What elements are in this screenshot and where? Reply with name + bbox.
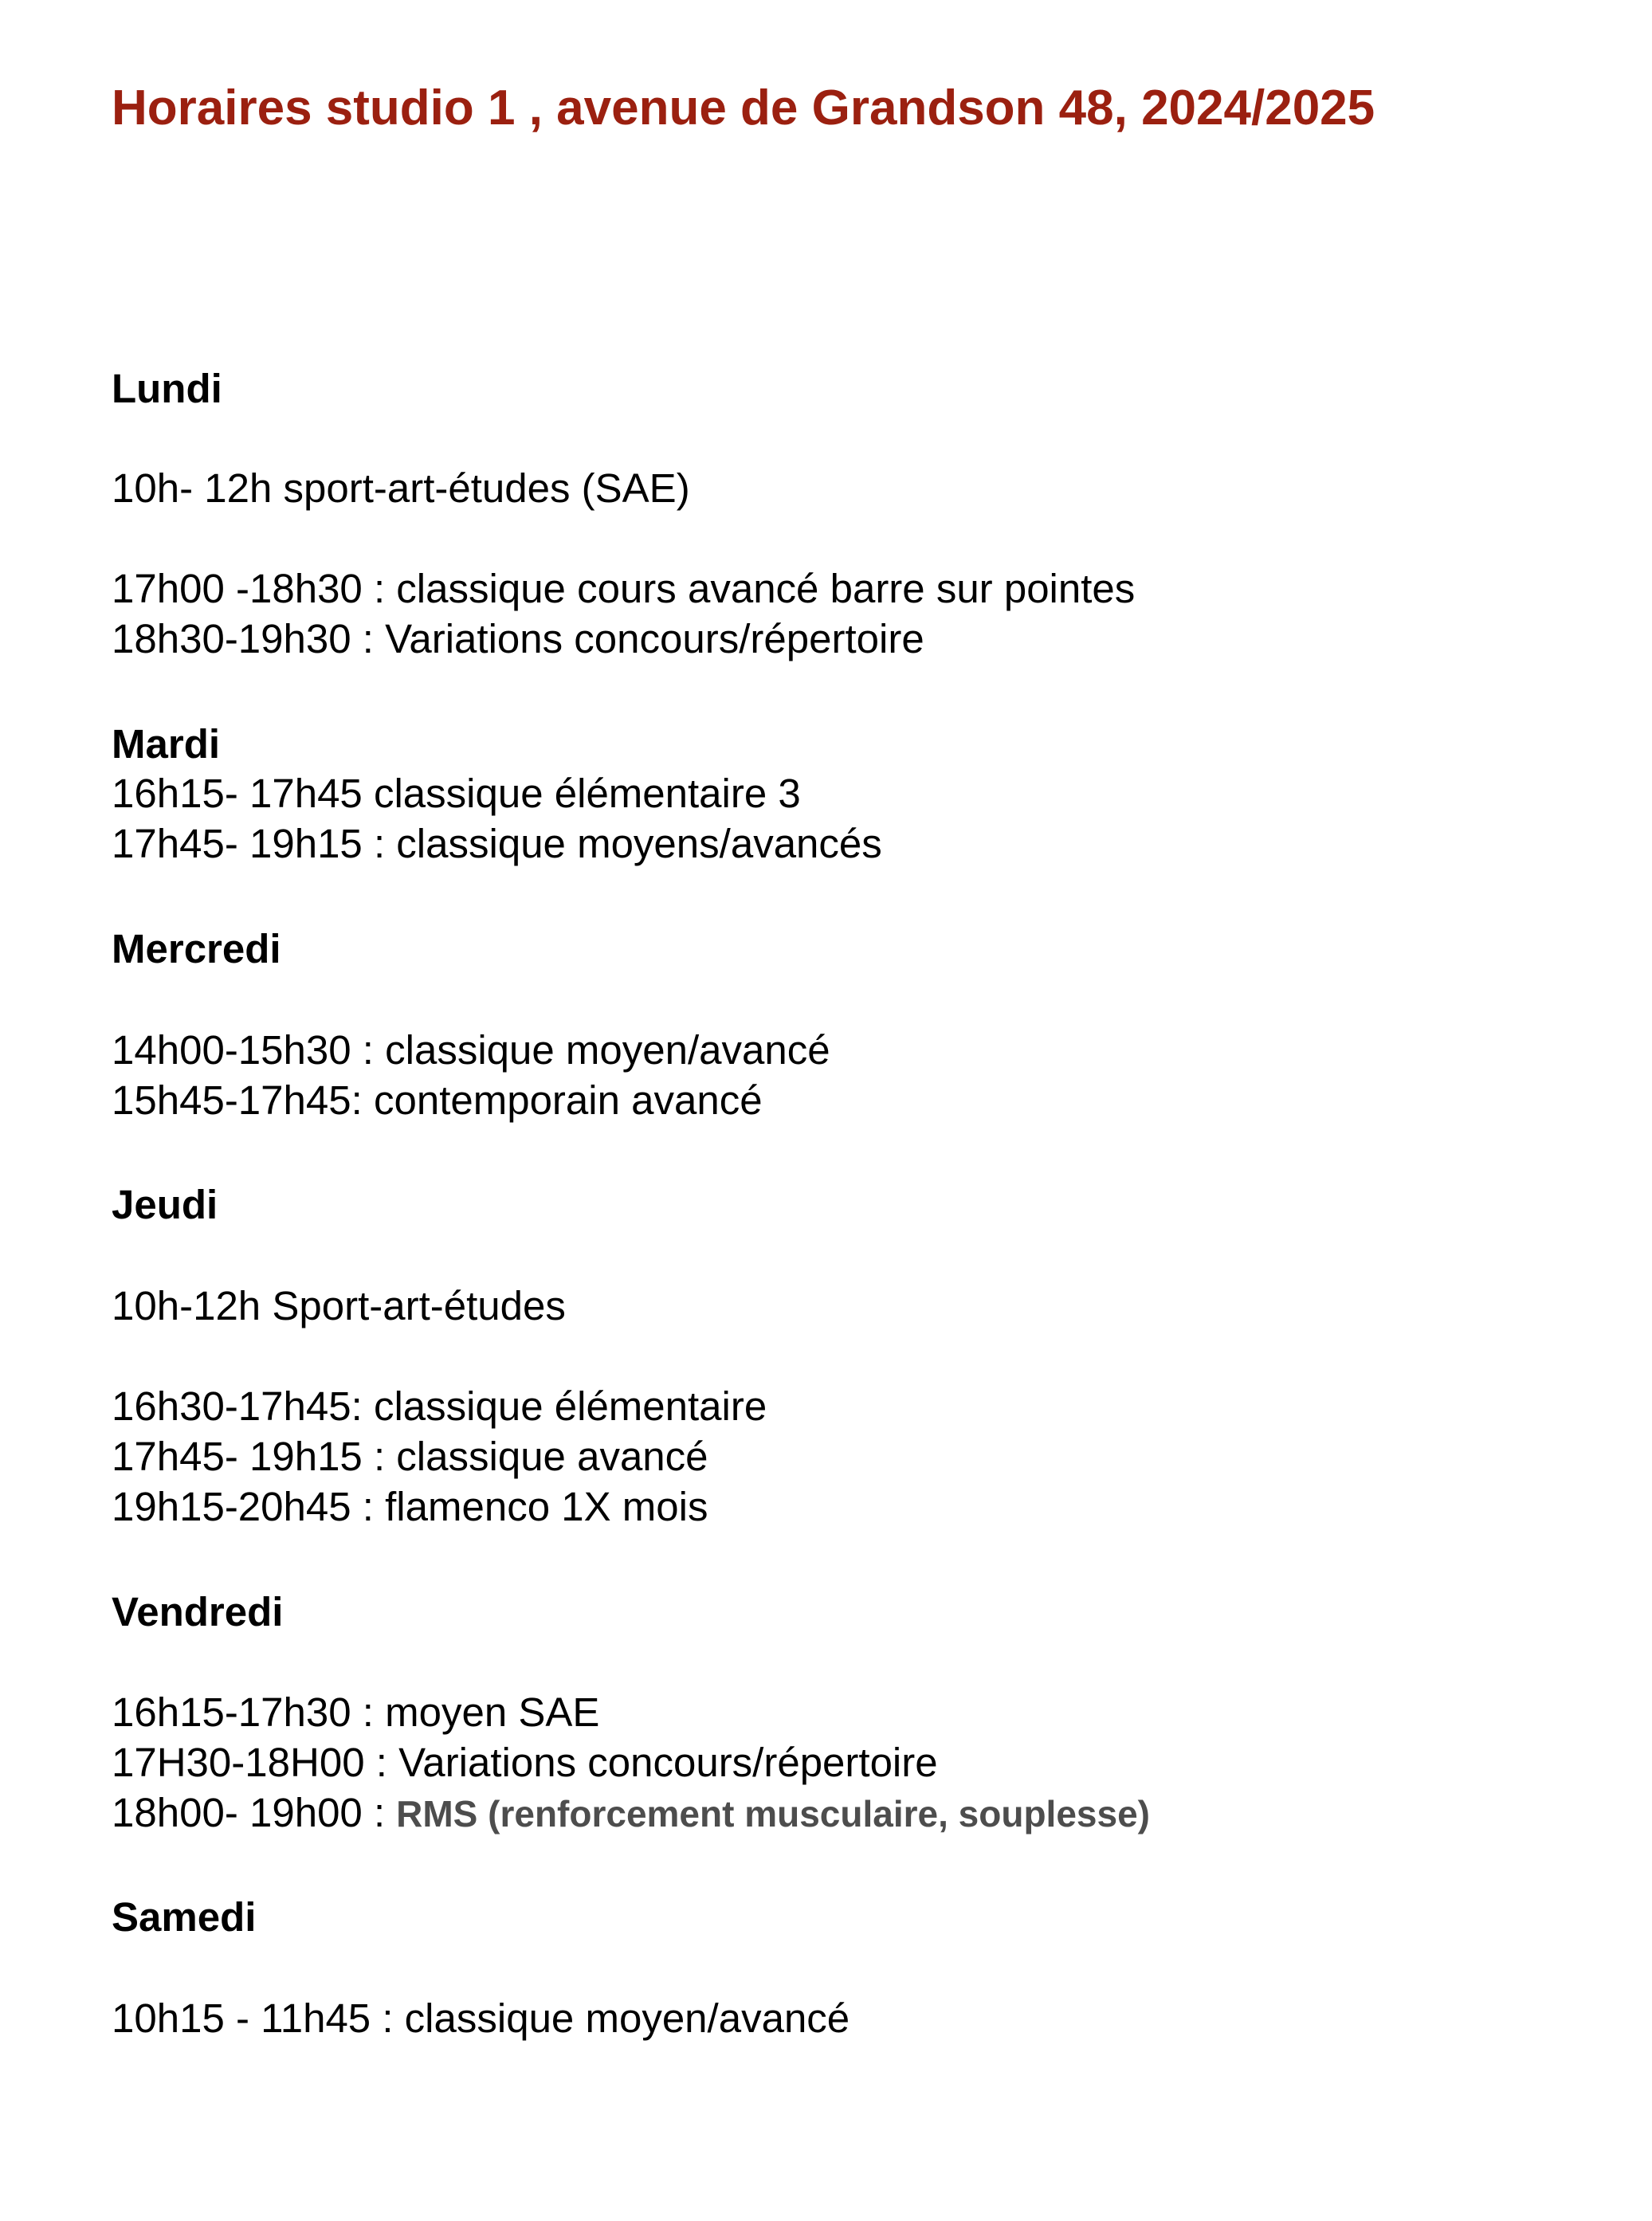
schedule-line: 16h15- 17h45 classique élémentaire 3 [112,771,801,816]
day-heading-samedi: Samedi [112,1894,257,1940]
document-title: Horaires studio 1 , avenue de Grandson 48, 2024/2025 [112,80,1375,135]
day-heading-mercredi: Mercredi [112,926,281,971]
schedule-line: 17H30-18H00 : Variations concours/répertoire [112,1740,938,1785]
schedule-line: 14h00-15h30 : classique moyen/avancé [112,1027,830,1073]
schedule-line-rms [112,1789,1150,1838]
schedule-line: 16h30-17h45: classique élémentaire [112,1383,767,1429]
schedule-line: 17h45- 19h15 : classique avancé [112,1434,708,1479]
schedule-line: 10h15 - 11h45 : classique moyen/avancé [112,1995,850,2041]
day-heading-jeudi: Jeudi [112,1182,218,1227]
day-heading-lundi: Lundi [112,366,222,411]
schedule-line: 17h00 -18h30 : classique cours avancé barre sur pointes [112,566,1136,611]
day-heading-vendredi: Vendredi [112,1589,284,1634]
schedule-line: 10h-12h Sport-art-études [112,1283,566,1328]
rms-note: RMS (renforcement musculaire, souplesse) [396,1793,1150,1834]
schedule-line: 16h15-17h30 : moyen SAE [112,1689,600,1735]
schedule-line: 18h30-19h30 : Variations concours/répertoire [112,616,924,661]
schedule-line: 19h15-20h45 : flamenco 1X mois [112,1484,708,1529]
day-heading-mardi: Mardi [112,721,221,767]
schedule-time: 18h00- 19h00 : [112,1790,386,1835]
schedule-line: 17h45- 19h15 : classique moyens/avancés [112,821,882,866]
schedule-line: 15h45-17h45: contemporain avancé [112,1077,763,1123]
schedule-line: 10h- 12h sport-art-études (SAE) [112,465,690,511]
